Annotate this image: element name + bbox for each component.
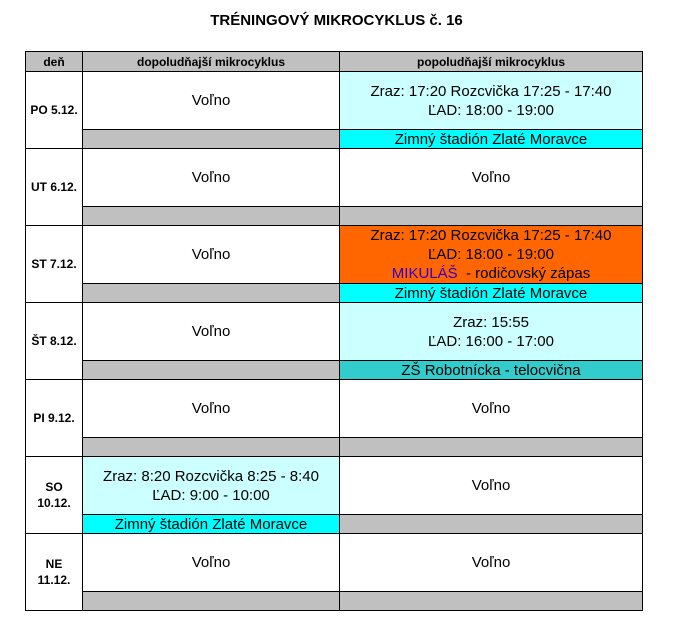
header-row <box>26 52 643 72</box>
afternoon-cell <box>340 303 643 361</box>
afternoon-cell <box>340 457 643 515</box>
mikulas-rest: - rodičovský zápas <box>457 265 591 282</box>
afternoon-line: ĽAD: 18:00 - 19:00 <box>428 246 554 263</box>
afternoon-location <box>340 515 643 534</box>
day-date: 10.12. <box>37 496 71 510</box>
day-cell <box>26 457 83 534</box>
morning-cell <box>83 534 340 592</box>
afternoon-text: Voľno <box>471 169 511 186</box>
mikulas-label: MIKULÁŠ <box>391 265 458 282</box>
afternoon-cell <box>340 149 643 207</box>
morning-text: Voľno <box>191 246 231 263</box>
morning-location: Zimný štadión Zlaté Moravce <box>83 515 340 534</box>
afternoon-location <box>340 592 643 611</box>
afternoon-location: ZŠ Robotnícka - telocvična <box>340 361 643 380</box>
afternoon-text: Voľno <box>471 554 511 571</box>
morning-cell <box>83 226 340 284</box>
afternoon-line: Zraz: 15:55 <box>453 313 529 331</box>
morning-text: Voľno <box>191 400 231 417</box>
table-row <box>26 380 643 438</box>
header-morning: dopoludňajší mikrocyklus <box>83 52 340 72</box>
morning-cell <box>83 380 340 438</box>
table-row <box>26 226 643 284</box>
afternoon-cell <box>340 72 643 130</box>
table-row <box>26 303 643 361</box>
morning-cell <box>83 149 340 207</box>
morning-text: Voľno <box>191 169 231 186</box>
location-row <box>26 592 643 611</box>
morning-location <box>83 592 340 611</box>
table-row <box>26 534 643 592</box>
location-row <box>26 361 643 380</box>
morning-cell <box>83 303 340 361</box>
afternoon-line: ĽAD: 16:00 - 17:00 <box>428 332 554 350</box>
schedule-table <box>25 51 643 611</box>
afternoon-location <box>340 438 643 457</box>
location-row <box>26 284 643 303</box>
morning-text: Voľno <box>191 323 231 340</box>
day-date: 11.12. <box>37 573 71 587</box>
page-title: TRÉNINGOVÝ MIKROCYKLUS č. 16 <box>210 12 463 29</box>
day-cell: PI 9.12. <box>26 380 83 457</box>
morning-location <box>83 361 340 380</box>
afternoon-text: Voľno <box>471 400 511 417</box>
location-row <box>26 130 643 149</box>
afternoon-line <box>340 264 642 283</box>
morning-location <box>83 130 340 149</box>
morning-location <box>83 284 340 303</box>
morning-line: ĽAD: 9:00 - 10:00 <box>152 486 270 504</box>
afternoon-line: Zraz: 17:20 Rozcvička 17:25 - 17:40 <box>370 227 612 244</box>
location-row <box>26 515 643 534</box>
morning-location <box>83 207 340 226</box>
day-cell <box>26 534 83 611</box>
header-afternoon: popoludňajší mikrocyklus <box>340 52 643 72</box>
day-name: SO <box>45 480 63 494</box>
day-cell: ŠT 8.12. <box>26 303 83 380</box>
day-name: NE <box>45 557 63 571</box>
location-row <box>26 438 643 457</box>
day-cell: PO 5.12. <box>26 72 83 149</box>
afternoon-line: ĽAD: 18:00 - 19:00 <box>428 101 554 119</box>
table-row <box>26 149 643 207</box>
afternoon-cell <box>340 226 643 284</box>
afternoon-line: Zraz: 17:20 Rozcvička 17:25 - 17:40 <box>370 82 612 100</box>
afternoon-location <box>340 207 643 226</box>
morning-text: Voľno <box>191 92 231 109</box>
day-cell: ST 7.12. <box>26 226 83 303</box>
morning-line: Zraz: 8:20 Rozcvička 8:25 - 8:40 <box>103 467 319 485</box>
afternoon-text: Voľno <box>471 477 511 494</box>
afternoon-location: Zimný štadión Zlaté Moravce <box>340 284 643 303</box>
afternoon-cell <box>340 534 643 592</box>
table-row <box>26 457 643 515</box>
morning-cell <box>83 457 340 515</box>
morning-text: Voľno <box>191 554 231 571</box>
table-row <box>26 72 643 130</box>
day-cell: UT 6.12. <box>26 149 83 226</box>
location-row <box>26 207 643 226</box>
afternoon-location: Zimný štadión Zlaté Moravce <box>340 130 643 149</box>
morning-cell <box>83 72 340 130</box>
morning-location <box>83 438 340 457</box>
header-day: deň <box>26 52 83 72</box>
afternoon-cell <box>340 380 643 438</box>
